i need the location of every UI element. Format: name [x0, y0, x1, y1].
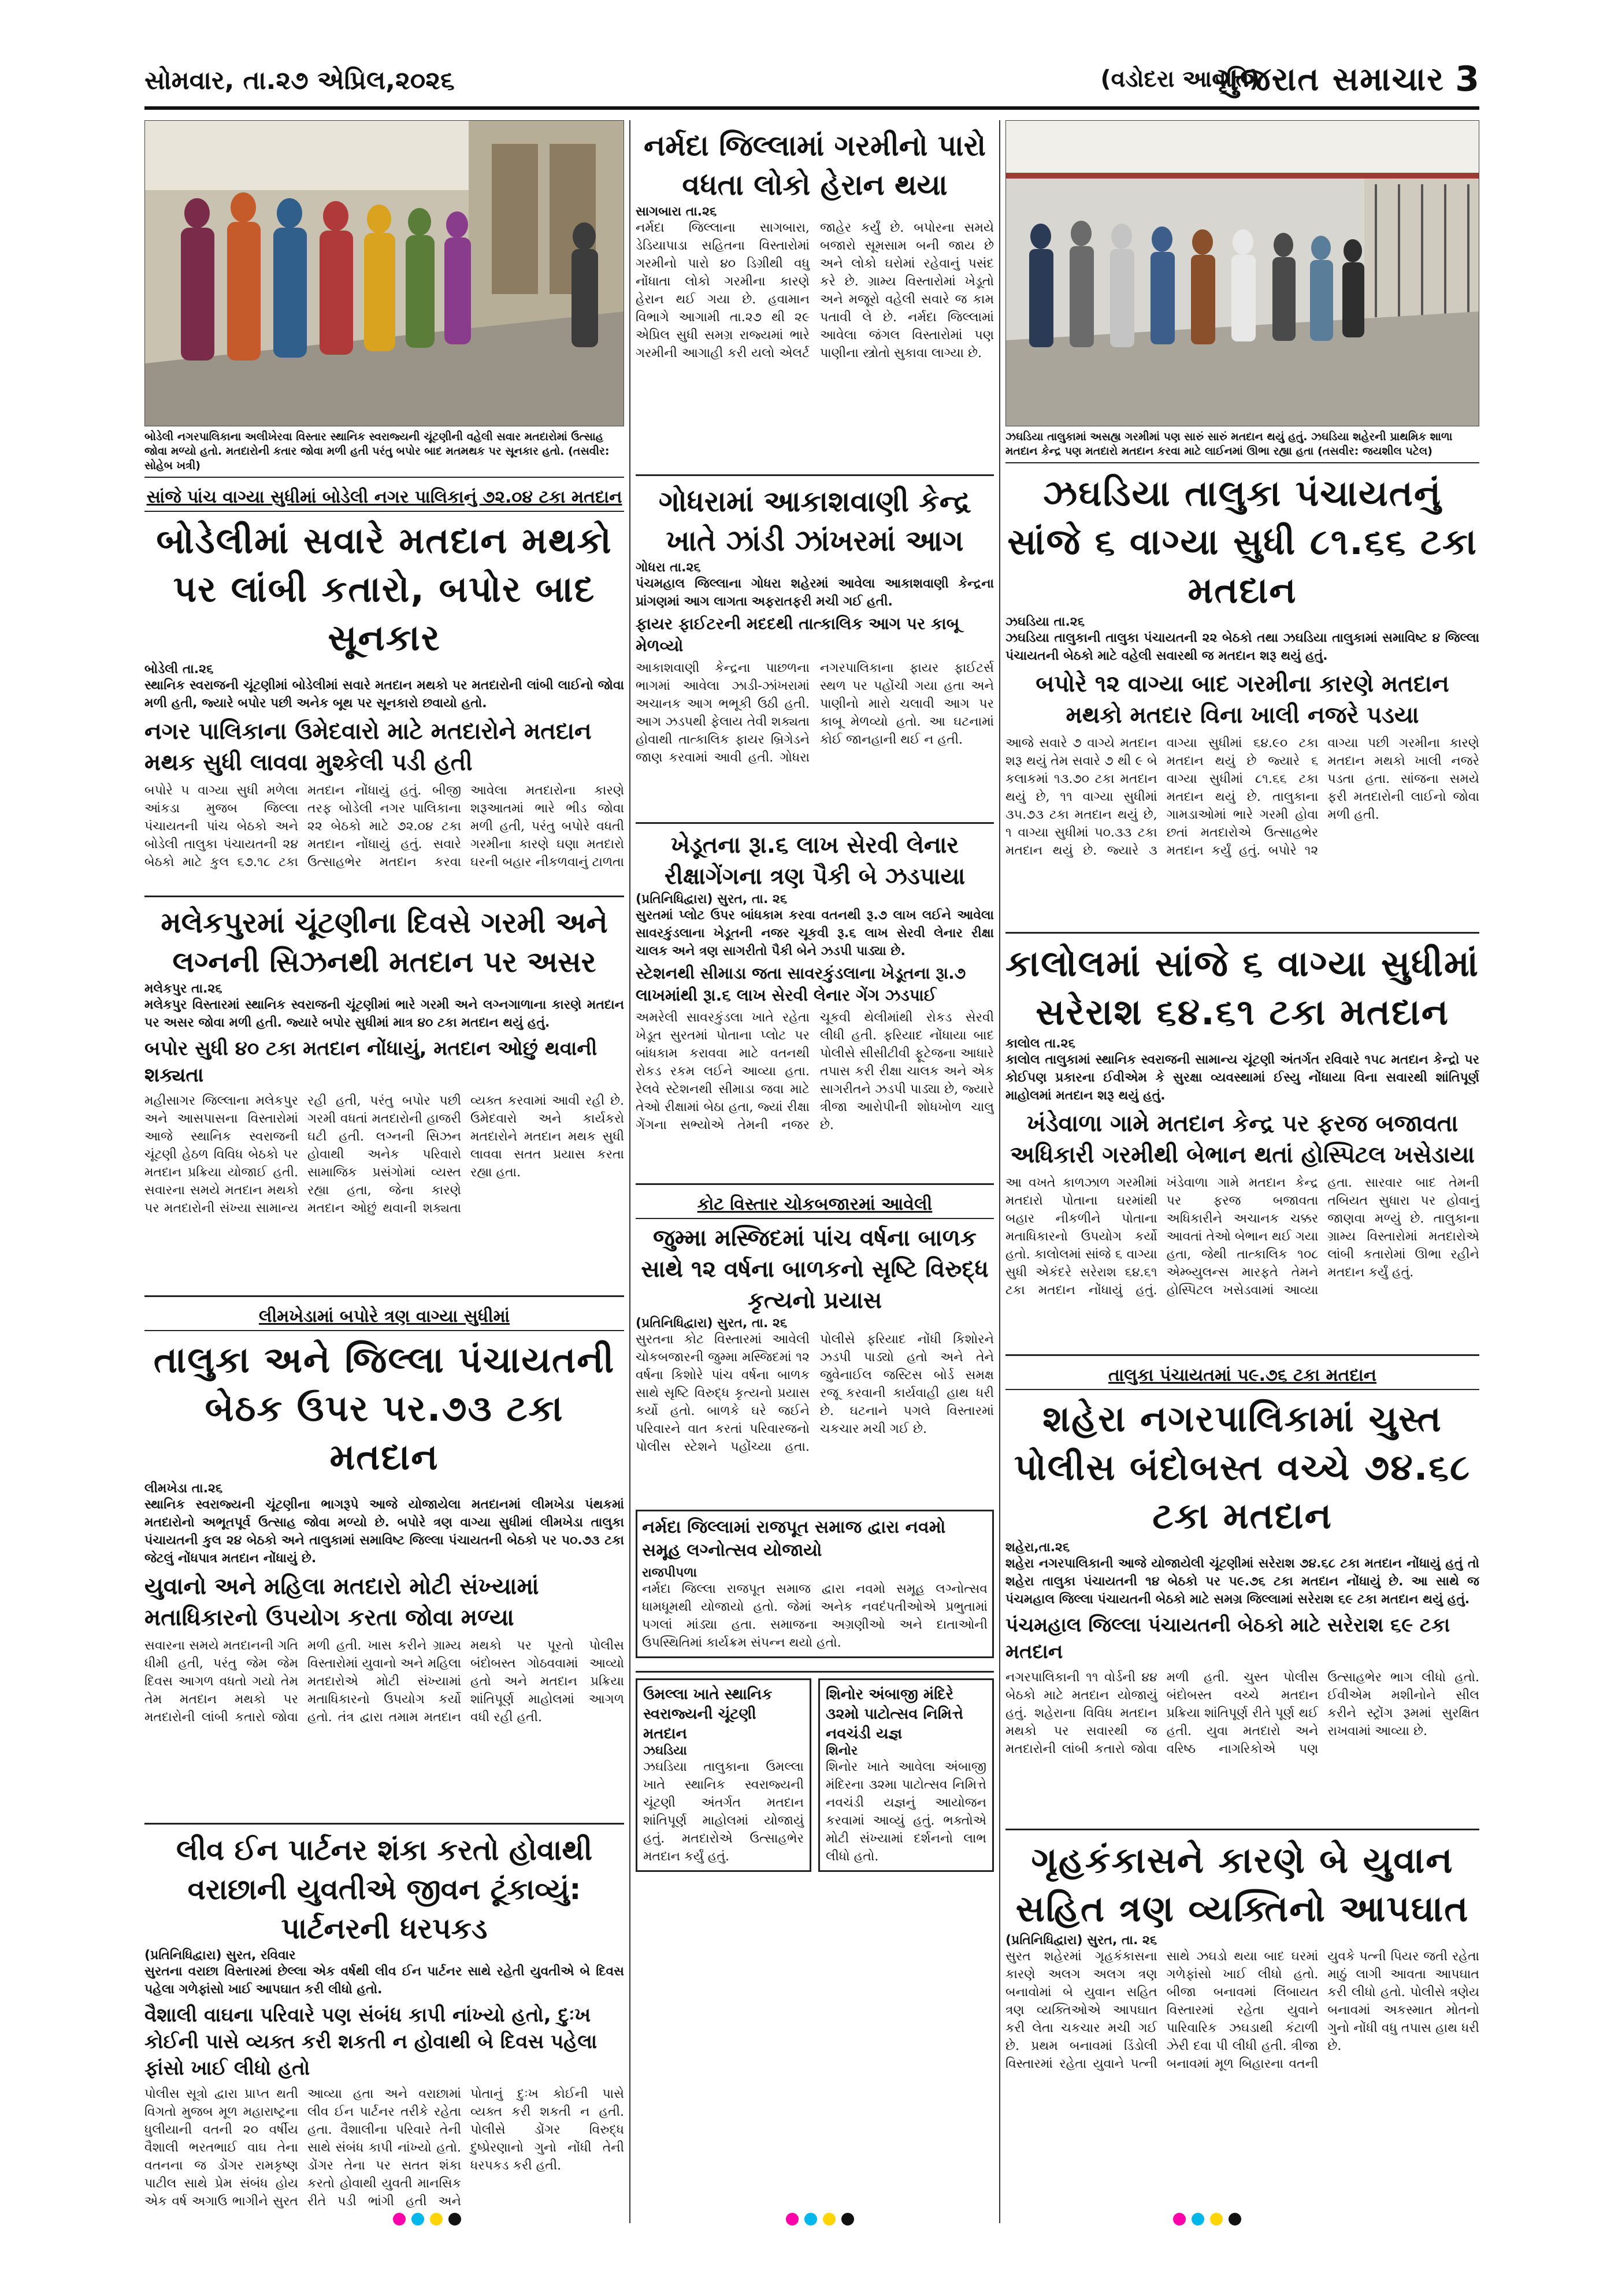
story-headline: નર્મદા જિલ્લામાં ગરમીનો પારો વધતા લોકો હેરાન થયા	[644, 129, 986, 202]
registration-dot	[393, 2213, 406, 2226]
story-lead: સુરતના વરાછા વિસ્તારમાં છેલ્લા એક વર્ષથી લીવ ઈન પાર્ટનર સાથે રહેતી યુવતીએ બે દિવસ પહેલા ગળેફાંસો ખાઈ આપઘાત કરી લીધો હતો.	[144, 1964, 624, 1997]
story-dateline: કાલોલ તા.૨૬	[1005, 1036, 1075, 1051]
story-limkheda	[144, 1297, 624, 1825]
story-headline: જુમ્મા મસ્જિદમાં પાંચ વર્ષના બાળક સાથે ૧૨ વર્ષના બાળકનો સૃષ્ટિ વિરુદ્ધ કૃત્યનો પ્રયાસ	[641, 1225, 989, 1314]
story-body: પોલીસ સૂત્રો દ્વારા પ્રાપ્ત થતી વિગતો મુજબ મૂળ મહારાષ્ટ્રના ધુલીયાની વતની ૨૦ વર્ષીય વૈશાલી ભરતભાઈ વાઘ તેના વતનના જ ડોંગર રામકૃષ્ણ પાટીલ સાથે પ્રેમ સંબંધ હોય એક વર્ષ અગાઉ ભાગીને સુરત આવ્યા હતા અને વરાછામાં લીવ ઈન પાર્ટનર તરીકે રહેતા હતા. વૈશાલીના પરિવારે તેની સાથે સંબંધ કાપી નાંખ્યો હતો. ડોંગર તેના પર સતત શંકા કરતો હોવાથી યુવતી માનસિક રીતે પડી ભાંગી હતી અને પોતાનું દુઃખ કોઈની પાસે વ્યક્ત કરી શકતી ન હતી. પોલીસે ડોંગર વિરુદ્ધ દુષ્પ્રેરણાનો ગુનો નોંધી તેની ધરપકડ કરી હતી.	[144, 2087, 624, 2209]
story-malekpur	[144, 897, 624, 1297]
story-subheadline: બપોરે ૧૨ વાગ્યા બાદ ગરમીના કારણે મતદાન મથકો મતદાર વિના ખાલી નજરે પડયા	[1036, 671, 1449, 729]
registration-marks-center	[786, 2213, 854, 2226]
story-dateline: (પ્રતિનિધિદ્વારા) સુરત, તા. ૨૬	[636, 892, 788, 906]
page-number: 3	[1455, 59, 1479, 99]
story-body: સુરતના કોટ વિસ્તારમાં આવેલી ચોકબજારની જુમ્મા મસ્જિદમાં ૧૨ વર્ષના કિશોરે પાંચ વર્ષના બાળક સાથે સૃષ્ટિ વિરુદ્ધ કૃત્યનો પ્રયાસ કર્યો હતો. બાળકે ઘરે જઈને પરિવારને વાત કરતાં પરિવારજનો પોલીસ સ્ટેશને પહોંચ્યા હતા. પોલીસે ફરિયાદ નોંધી કિશોરને ઝડપી પાડ્યો હતો અને તેને જુવેનાઈલ જસ્ટિસ બોર્ડ સમક્ષ રજૂ કરવાની કાર્યવાહી હાથ ધરી છે. ઘટનાને પગલે વિસ્તારમાં ચકચાર મચી ગઈ છે.	[636, 1332, 994, 1454]
registration-dot	[430, 2213, 443, 2226]
registration-dot	[841, 2213, 854, 2226]
story-body: નગરપાલિકાની ૧૧ વોર્ડની ૪૪ બેઠકો માટે મતદાન યોજાયું હતું. શહેરાના વિવિધ મતદાન મથકો પર સવારથી જ મતદારોની લાંબી કતારો જોવા મળી હતી. ચુસ્ત પોલીસ બંદોબસ્ત વચ્ચે મતદાન પ્રક્રિયા શાંતિપૂર્ણ રીતે પૂર્ણ થઈ હતી. યુવા મતદારો અને વરિષ્ઠ નાગરિકોએ પણ ઉત્સાહભેર ભાગ લીધો હતો. ઈવીએમ મશીનોને સીલ કરીને સ્ટ્રોંગ રૂમમાં સુરક્ષિત રાખવામાં આવ્યા છે.	[1005, 1670, 1479, 1756]
brief-body: ઝઘડિયા તાલુકાના ઉમલ્લા ખાતે સ્થાનિક સ્વરાજ્યની ચૂંટણી અંતર્ગત મતદાન શાંતિપૂર્ણ માહોલમાં યોજાયું હતું. મતદારોએ ઉત્સાહભેર મતદાન કર્યું હતું.	[643, 1760, 804, 1864]
story-subheadline: બપોર સુધી ૪૦ ટકા મતદાન નોંધાયું, મતદાન ઓછું થવાની શક્યતા	[144, 1037, 598, 1087]
story-body: આજે સવારે ૭ વાગ્યે મતદાન શરૂ થયું તેમ સવારે ૭ થી ૯ બે કલાકમાં ૧૩.૭૦ ટકા મતદાન થયું છે, ૧૧ વાગ્યા સુધીમાં ૩૫.૭૩ ટકા મતદાન થયું છે, ૧ વાગ્યા સુધીમાં ૫૦.૩૩ ટકા મતદાન થયું છે. જ્યારે ૩ વાગ્યા સુધીમાં ૬૪.૯૦ ટકા મતદાન થયું છે જ્યારે ૬ વાગ્યા સુધીમાં ૮૧.૬૬ ટકા મતદાન થયું છે. તાલુકાના ગામડાઓમાં ભારે ગરમી હોવા છતાં મતદારોએ ઉત્સાહભેર મતદાન કર્યું હતું. બપોરે ૧૨ વાગ્યા પછી ગરમીના કારણે મતદાન મથકો ખાલી નજરે પડતા હતા. સાંજના સમયે ફરી મતદારોની લાઈનો જોવા મળી હતી.	[1005, 736, 1479, 858]
polling-station-illustration	[1006, 121, 1479, 426]
issue-date: સોમવાર, તા.૨૭ એપ્રિલ,૨૦૨૬	[144, 66, 455, 95]
story-body: સવારના સમયે મતદાનની ગતિ ધીમી હતી, પરંતુ જેમ જેમ દિવસ આગળ વધતો ગયો તેમ તેમ મતદાન મથકો પર મતદારોની લાંબી કતારો જોવા મળી હતી. ખાસ કરીને ગ્રામ્ય વિસ્તારોમાં યુવાનો અને મહિલા મતદારોએ મોટી સંખ્યામાં મતાધિકારનો ઉપયોગ કર્યો હતો. તંત્ર દ્વારા તમામ મતદાન મથકો પર પૂરતો પોલીસ બંદોબસ્ત ગોઠવવામાં આવ્યો હતો અને મતદાન પ્રક્રિયા શાંતિપૂર્ણ માહોલમાં આગળ વધી રહી હતી.	[144, 1639, 624, 1725]
brief-body: શિનોર ખાતે આવેલા અંબાજી મંદિરના ૩૨મા પાટોત્સવ નિમિત્તે નવચંડી યજ્ઞનું આયોજન કરવામાં આવ્યું હતું. ભક્તોએ મોટી સંખ્યામાં દર્શનનો લાભ લીધો હતો.	[826, 1760, 986, 1864]
story-dateline: (પ્રતિનિધિદ્વારા) સુરત, તા. ૨૬	[1005, 1933, 1157, 1948]
story-kicker: કોટ વિસ્તાર ચોકબજારમાં આવેલી	[636, 1191, 994, 1219]
column-divider	[999, 120, 1000, 2223]
story-body: બપોરે ૫ વાગ્યા સુધી મળેલા આંકડા મુજબ જિલ્લા પંચાયતની પાંચ બેઠકો અને બોડેલી તાલુકા પંચાયતની ૨૪ બેઠકો માટે કુલ ૬૭.૧૮ ટકા મતદાન નોંધાયું હતું. બીજી તરફ બોડેલી નગર પાલિકાના ૨૨ બેઠકો માટે ૭૨.૦૪ ટકા મતદાન નોંધાયું હતું. સવારે ઉત્સાહભેર મતદાન કરવા આવેલા મતદારોના કારણે શરૂઆતમાં ભારે ભીડ જોવા મળી હતી, પરંતુ બપોરે વધતી ગરમીના કારણે ઘણા મતદારો ઘરની બહાર નીકળવાનું ટાળતા	[144, 783, 624, 870]
story-body: મહીસાગર જિલ્લાના મલેકપુર અને આસપાસના વિસ્તારોમાં આજે સ્થાનિક સ્વરાજની ચૂંટણી હેઠળ વિવિધ બેઠકો પર મતદાન પ્રક્રિયા યોજાઈ હતી. સવારના સમયે મતદાન મથકો પર મતદારોની સંખ્યા સામાન્ય રહી હતી, પરંતુ બપોર પછી ગરમી વધતાં મતદારોની હાજરી ઘટી હતી. લગ્નની સિઝન હોવાથી અનેક પરિવારો સામાજિક પ્રસંગોમાં વ્યસ્ત રહ્યા હતા, જેના કારણે મતદાન ઓછું થવાની શક્યતા વ્યક્ત કરવામાં આવી રહી છે. ઉમેદવારો અને કાર્યકરો મતદારોને મતદાન મથક સુધી લાવવા સતત પ્રયાસ કરતા રહ્યા હતા.	[144, 1094, 624, 1216]
story-dateline: ઝઘડિયા તા.૨૬	[1005, 615, 1085, 629]
registration-dot	[1173, 2213, 1186, 2226]
box-dateline: રાજપીપળા	[642, 1566, 697, 1580]
story-subheadline: પંચમહાલ જિલ્લા પંચાયતની બેઠકો માટે સરેરાશ ૬૯ ટકા મતદાન	[1005, 1614, 1450, 1663]
story-kicker: તાલુકા પંચાયતમાં ૫૯.૭૬ ટકા મતદાન	[1005, 1362, 1479, 1390]
story-dateline: (પ્રતિનિધિદ્વારા) સુરત, રવિવાર	[144, 1948, 296, 1963]
photo-caption: ઝઘડિયા તાલુકામાં અસહ્ય ગરમીમાં પણ સારું સારું મતદાન થયું હતું. ઝઘડિયા શહેરની પ્રાથમિક શાળા મતદાન કેન્દ્ર પણ મતદારો મતદાન કરવા માટે લાઈનમાં ઊભા રહ્યા હતા (તસવીર: જયશીલ પટેલ)	[1005, 430, 1479, 463]
story-headline: ગોધરામાં આકાશવાણી કેન્દ્ર ખાતે ઝાંડી ઝાંખરમાં આગ	[658, 485, 971, 558]
story-headline: શહેરા નગરપાલિકામાં ચુસ્ત પોલીસ બંદોબસ્ત વચ્ચે ૭૪.૬૮ ટકા મતદાન	[1014, 1398, 1471, 1537]
story-headline: મલેકપુરમાં ચૂંટણીના દિવસે ગરમી અને લગ્નની સિઝનથી મતદાન પર અસર	[161, 906, 608, 979]
story-live-in	[144, 1825, 624, 2296]
edition-label: (વડોદરા આવૃત્તિ)	[1100, 66, 1260, 92]
story-kicker: સાંજે પાંચ વાગ્યા સુધીમાં બોડેલી નગર પાલિકાનું ૭૨.૦૪ ટકા મતદાન	[144, 484, 624, 512]
story-headline: લીવ ઈન પાર્ટનર શંકા કરતો હોવાથી વરાછાની યુવતીએ જીવન ટૂંકાવ્યું: પાર્ટનરની ધરપકડ	[176, 1833, 593, 1945]
story-dateline: સાગબારા તા.૨૬	[636, 205, 717, 219]
story-headline: તાલુકા અને જિલ્લા પંચાયતની બેઠક ઉપર પર.૭૩ ટકા મતદાન	[153, 1339, 615, 1478]
middle-column	[636, 120, 994, 1872]
registration-dot	[823, 2213, 836, 2226]
brief-headline: ઉમલ્લા ખાતે સ્થાનિક સ્વરાજ્યની ચૂંટણી મતદાન	[643, 1686, 773, 1743]
voters-queue-photo	[144, 120, 624, 426]
brief-headline: શિનોર અંબાજી મંદિરે ૩૨મો પાટોત્સવ નિમિત્તે નવચંડી યજ્ઞ	[826, 1686, 963, 1743]
right-column	[1005, 120, 1479, 2128]
registration-marks-left	[393, 2213, 461, 2226]
rajput-wedding-box	[636, 1510, 994, 1658]
story-subheadline: યુવાનો અને મહિલા મતદારો મોટી સંખ્યામાં મતાધિકારનો ઉપયોગ કરતા જોવા મળ્યા	[144, 1573, 539, 1631]
story-headline: ઝઘડિયા તાલુકા પંચાયતનું સાંજે ૬ વાગ્યા સુધી ૮૧.૬૬ ટકા મતદાન	[1007, 472, 1478, 611]
story-grihkankas	[1005, 1830, 1479, 2128]
story-umalla	[636, 1678, 811, 1872]
story-lead: સ્થાનિક સ્વરાજ્યની ચૂંટણીના ભાગરૂપે આજે યોજાયેલા મતદાનમાં લીમખેડા પંથકમાં મતદારોનો અભૂતપૂર્વ ઉત્સાહ જોવા મળ્યો છે. બપોરે ત્રણ વાગ્યા સુધીમાં લીમખેડા તાલુકા પંચાયતની કુલ ૨૪ બેઠકો અને તાલુકામાં સમાવિષ્ટ જિલ્લા પંચાયતની બેઠકો પર પ૦.૭૩ ટકા જેટલું નોંધપાત્ર મતદાન નોંધાયું છે.	[144, 1498, 624, 1566]
story-subheadline: વૈશાલી વાઘના પરિવારે પણ સંબંધ કાપી નાંખ્યો હતો, દુઃખ કોઈની પાસે વ્યક્ત કરી શકતી ન હોવાથી બે દિવસ પહેલા ફાંસો ખાઈ લીધો હતો	[144, 2004, 598, 2080]
photo-caption: બોડેલી નગરપાલિકાના અલીખેરવા વિસ્તાર સ્થાનિક સ્વરાજ્યની ચૂંટણીની વહેલી સવાર મતદારોમાં ઉત્સાહ જોવા મળ્યો હતો. મતદારોની કતાર જોવા મળી હતી પરંતુ બપોર બાદ મતમથક પર સૂનકાર હતો. (તસવીર: સોહેબ ખત્રી)	[144, 430, 624, 478]
story-body: અમરેલી સાવરકુંડલા ખાતે રહેતા ખેડૂત સુરતમાં પોતાના પ્લોટ પર બાંધકામ કરાવવા માટે વતનથી રોકડ રકમ લઈને આવ્યા હતા. રેલવે સ્ટેશનથી સીમાડા જવા માટે તેઓ રીક્ષામાં બેઠા હતા, જ્યાં રીક્ષા ગેંગના સભ્યોએ તેમની નજર ચૂકવી થેલીમાંથી રોકડ સેરવી લીધી હતી. ફરિયાદ નોંધાયા બાદ પોલીસે સીસીટીવી ફૂટેજના આધારે તપાસ કરી રીક્ષા ચાલક અને એક સાગરીતને ઝડપી પાડ્યા છે, જ્યારે ત્રીજા આરોપીની શોધખોળ ચાલુ છે.	[636, 1010, 994, 1132]
newspaper-logo: ગુજરાત સમાચાર	[1215, 60, 1445, 98]
registration-marks-right	[1173, 2213, 1241, 2226]
registration-dot	[448, 2213, 461, 2226]
story-lead: શહેરા નગરપાલિકાની આજે યોજાયેલી ચૂંટણીમાં સરેરાશ ૭૪.૬૮ ટકા મતદાન નોંધાયું હતું તો શહેરા તાલુકા પંચાયતની ૧૪ બેઠકો પર ૫૯.૭૬ ટકા મતદાન નોંધાયું છે. આ સાથે જ પંચમહાલ જિલ્લા પંચાયતની બેઠકો માટે સમગ્ર જિલ્લામાં સરેરાશ ૬૯ ટકા મતદાન થયું હતું.	[1005, 1556, 1479, 1607]
registration-dot	[1192, 2213, 1204, 2226]
story-lead: સ્થાનિક સ્વરાજની ચૂંટણીમાં બોડેલીમાં સવારે મતદાન મથકો પર મતદારોની લાંબી લાઈનો જોવા મળી હતી, જ્યારે બપોર પછી અનેક બૂથ પર સૂનકારો છવાયો હતો.	[144, 678, 624, 711]
story-headline: ખેડૂતના રૂા.૬ લાખ સેરવી લેનાર રીક્ષાગેંગના ત્રણ પૈકી બે ઝડપાયા	[664, 832, 966, 890]
story-subheadline: સ્ટેશનથી સીમાડા જતા સાવરકુંડલાના ખેડૂતના રૂા.૭ લાખમાંથી રૂા.૬ લાખ સેરવી લેનાર ગેંગ ઝડપાઈ	[636, 964, 966, 1005]
story-body: સુરત શહેરમાં ગૃહકંકાસના કારણે અલગ અલગ ત્રણ બનાવોમાં બે યુવાન સહિત ત્રણ વ્યક્તિઓએ આપઘાત કરી લેતા ચકચાર મચી ગઈ છે. પ્રથમ બનાવમાં ડિંડોલી વિસ્તારમાં રહેતા યુવાને પત્ની સાથે ઝઘડો થયા બાદ ઘરમાં ગળેફાંસો ખાઈ લીધો હતો. બીજા બનાવમાં લિંબાયત વિસ્તારમાં રહેતા યુવાને પારિવારિક ઝઘડાથી કંટાળી ઝેરી દવા પી લીધી હતી. ત્રીજા બનાવમાં મૂળ બિહારના વતની યુવકે પત્ની પિયર જતી રહેતા માઠું લાગી આવતા આપઘાત કરી લીધો હતો. પોલીસે ત્રણેય બનાવમાં અકસ્માત મોતનો ગુનો નોંધી વધુ તપાસ હાથ ધરી છે.	[1005, 1949, 1479, 2071]
story-narmada-heat	[636, 120, 994, 476]
story-subheadline: ફાયર ફાઈટરની મદદથી તાત્કાલિક આગ પર કાબૂ મેળવ્યો	[636, 614, 960, 655]
story-body: આકાશવાણી કેન્દ્રના પાછળના ભાગમાં આવેલા ઝાડી-ઝાંખરામાં અચાનક આગ ભભૂકી ઉઠી હતી. આગ ઝડપથી ફેલાય તેવી શક્યતા હોવાથી તાત્કાલિક ફાયર બ્રિગેડને જાણ કરવામાં આવી હતી. ગોધરા નગરપાલિકાના ફાયર ફાઈટર્સ સ્થળ પર પહોંચી ગયા હતા અને પાણીનો મારો ચલાવી આગ પર કાબૂ મેળવ્યો હતો. આ ઘટનામાં કોઈ જાનહાની થઈ ન હતી.	[636, 661, 994, 765]
story-dateline: શહેરા,તા.૨૬	[1005, 1540, 1070, 1555]
registration-dot	[1229, 2213, 1241, 2226]
registration-dot	[786, 2213, 799, 2226]
polling-station-photo	[1005, 120, 1479, 426]
story-lead: સુરતમાં પ્લોટ ઉપર બાંધકામ કરવા વતનથી રૂ.૭ લાખ લઈને આવેલા સાવરકુંડલાના ખેડૂતની નજર ચૂકવી રૂ.૬ લાખ સેરવી લેનાર રીક્ષા ચાલક અને ત્રણ સાગરીતો પૈકી બેને ઝડપી પાડ્યા છે.	[636, 908, 994, 958]
story-dateline: બોડેલી તા.૨૬	[144, 662, 214, 677]
story-body: નર્મદા જિલ્લાના સાગબારા, ડેડિયાપાડા સહિતના વિસ્તારોમાં ગરમીનો પારો ૪૦ ડિગ્રીથી વધુ નોંધાતા લોકો ગરમીના કારણે હેરાન થઈ ગયા છે. હવામાન વિભાગે આગામી તા.૨૭ થી ૨૯ એપ્રિલ સુધી સમગ્ર રાજ્યમાં ભારે ગરમીની આગાહી કરી યલો એલર્ટ જાહેર કર્યું છે. બપોરના સમયે બજારો સૂમસામ બની જાય છે અને લોકો ઘરોમાં રહેવાનું પસંદ કરે છે. ગ્રામ્ય વિસ્તારોમાં ખેડૂતો અને મજૂરો વહેલી સવારે જ કામ પતાવી લે છે. નર્મદા જિલ્લામાં આવેલા જંગલ વિસ્તારોમાં પણ પાણીના સ્ત્રોતો સુકાવા લાગ્યા છે.	[636, 221, 994, 361]
story-subheadline: ખંડેવાળા ગામે મતદાન કેન્દ્ર પર ફરજ બજાવતા અધિકારી ગરમીથી બેભાન થતાં હોસ્પિટલ ખસેડાયા	[1010, 1110, 1475, 1168]
left-column	[144, 120, 624, 2296]
story-lead: પંચમહાલ જિલ્લાના ગોધરા શહેરમાં આવેલા આકાશવાણી કેન્દ્રના પ્રાંગણમાં આગ લાગતા અફરાતફરી મચી ગઈ હતી.	[636, 577, 994, 609]
story-bodeli	[144, 478, 624, 897]
story-lead: કાલોલ તાલુકામાં સ્થાનિક સ્વરાજની સામાન્ય ચૂંટણી અંતર્ગત રવિવારે ૧૫૮ મતદાન કેન્દ્રો પર કોઈપણ પ્રકારના ઈવીએમ કે સુરક્ષા વ્યવસ્થામાં ઈસ્યુ નોંધાયા વિના સવારથી શાંતિપૂર્ણ માહોલમાં મતદાન શરૂ થયું હતું.	[1005, 1053, 1479, 1103]
voters-queue-illustration	[145, 121, 624, 426]
brief-dateline: શિનોર	[826, 1744, 858, 1758]
story-lead: મલેકપુર વિસ્તારમાં સ્થાનિક સ્વરાજની ચૂંટણીમાં ભારે ગરમી અને લગ્નગાળાના કારણે મતદાન પર અસર જોવા મળી હતી. જ્યારે બપોર સુધીમાં માત્ર ૪૦ ટકા મતદાન થયું હતું.	[144, 998, 624, 1030]
story-lead: ઝઘડિયા તાલુકાની તાલુકા પંચાયતની ૨૨ બેઠકો તથા ઝઘડિયા તાલુકામાં સમાવિષ્ટ ૪ જિલ્લા પંચાયતની બેઠકો માટે વહેલી સવારથી જ મતદાન શરૂ થયું હતું.	[1005, 631, 1479, 663]
registration-dot	[804, 2213, 817, 2226]
story-jhagadia	[1005, 463, 1479, 934]
story-headline: કાલોલમાં સાંજે ૬ વાગ્યા સુધીમાં સરેરાશ ૬૪.૬૧ ટકા મતદાન	[1005, 942, 1479, 1033]
story-subheadline: નગર પાલિકાના ઉમેદવારો માટે મતદારોને મતદાન મથક સુધી લાવવા મુશ્કેલી પડી હતી	[144, 718, 592, 776]
story-dateline: લીમખેડા તા.૨૬	[144, 1481, 223, 1496]
story-dateline: ગોધરા તા.૨૬	[636, 560, 701, 575]
story-kicker: લીમખેડામાં બપોરે ત્રણ વાગ્યા સુધીમાં	[144, 1303, 624, 1331]
story-headline: બોડેલીમાં સવારે મતદાન મથકો પર લાંબી કતારો, બપોર બાદ સૂનકાર	[156, 519, 613, 659]
masthead	[144, 58, 1479, 110]
story-godhra-fire	[636, 476, 994, 824]
story-dateline: (પ્રતિનિધિદ્વારા) સુરત, તા. ૨૬	[636, 1316, 788, 1331]
brief-dateline: ઝઘડિયા	[643, 1744, 687, 1758]
story-headline: ગૃહકંકાસને કારણે બે યુવાન સહિત ત્રણ વ્યક્તિનો આપઘાત	[1015, 1839, 1469, 1930]
story-dateline: મલેકપુર તા.૨૬	[144, 982, 222, 996]
column-divider	[629, 120, 630, 2223]
box-headline: નર્મદા જિલ્લામાં રાજપૂત સમાજ દ્વારા નવમો સમૂહ લગ્નોત્સવ યોજાયો	[642, 1517, 946, 1561]
story-body: આ વખતે કાળઝાળ ગરમીમાં મતદારો પોતાના ઘરમાંથી બહાર નીકળીને પોતાના મતાધિકારનો ઉપયોગ કર્યો હતો. કાલોલમાં સાંજે ૬ વાગ્યા સુધી એકંદરે સરેરાશ ૬૪.૬૧ ટકા મતદાન નોંધાયું હતું. ખંડેવાળા ગામે મતદાન કેન્દ્ર પર ફરજ બજાવતા અધિકારીને અચાનક ચક્કર આવતાં તેઓ બેભાન થઈ ગયા હતા, જેથી તાત્કાલિક ૧૦૮ એમ્બ્યુલન્સ મારફતે તેમને હોસ્પિટલ ખસેડવામાં આવ્યા હતા. સારવાર બાદ તેમની તબિયત સુધારા પર હોવાનું જાણવા મળ્યું છે. તાલુકાના ગ્રામ્ય વિસ્તારોમાં મતદારોએ લાંબી કતારોમાં ઊભા રહીને મતદાન કર્યું હતું.	[1005, 1176, 1479, 1298]
story-kalol	[1005, 934, 1479, 1356]
box-body: નર્મદા જિલ્લા રાજપૂત સમાજ દ્વારા નવમો સમૂહ લગ્નોત્સવ ધામધૂમથી યોજાયો હતો. જેમાં અનેક નવદંપતીઓએ પ્રભુતામાં પગલાં માંડ્યા હતા. સમાજના અગ્રણીઓ અને દાતાઓની ઉપસ્થિતિમાં કાર્યક્રમ સંપન્ન થયો હતો.	[642, 1582, 988, 1650]
registration-dot	[411, 2213, 424, 2226]
story-shehera	[1005, 1356, 1479, 1830]
newspaper-page	[144, 58, 1479, 2230]
registration-dot	[1210, 2213, 1223, 2226]
brief-row	[636, 1673, 994, 1872]
story-rickshaw-gang	[636, 824, 994, 1185]
story-shinor	[818, 1678, 994, 1872]
story-jumma-masjid	[636, 1185, 994, 1673]
